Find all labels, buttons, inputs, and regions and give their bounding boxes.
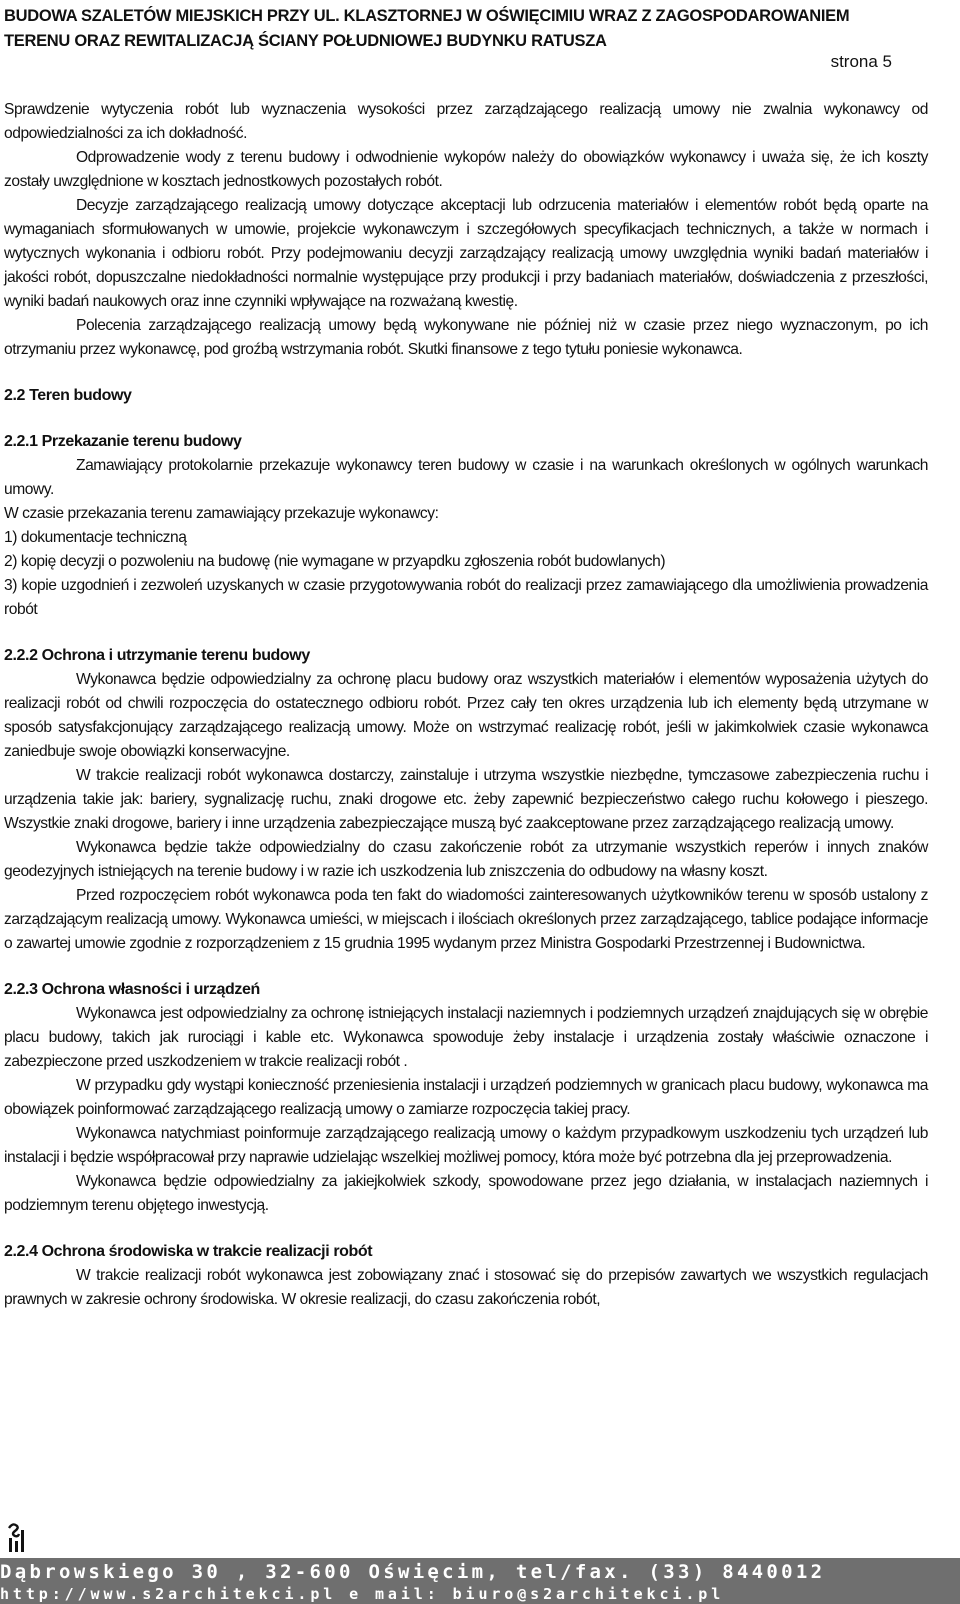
section-heading-2-2-4: 2.2.4 Ochrona środowiska w trakcie realizacji robót: [4, 1243, 373, 1260]
section-2-2-2-paragraph-1: Wykonawca będzie odpowiedzialny za ochronę placu budowy oraz wszystkich materiałów i elementów wyposażenia użytych do realizacji robót od chwili rozpoczęcia do ostatecznego odbioru robót. Przez cały ten okres urządzenia lub ich elementy będą utrzymane w sposób satysfakcjonujący zarządzającego realizacją umowy. Może on wstrzymać realizację robót, jeśli w jakimkolwiek czasie wykonawca zaniedbuje swoje obowiązki konserwacyjne.: [4, 671, 928, 760]
list-item: 2) kopię decyzji o pozwoleniu na budowę (nie wymagane w przyapdku zgłoszenia robót budowlanych): [4, 553, 666, 570]
section-2-2-3-paragraph-3: Wykonawca natychmiast poinformuje zarządzającego realizacją umowy o każdym przypadkowym uszkodzeniu tych urządzeń lub instalacji i będzie współpracował przy naprawie udzielając wszelkiej możliwej pomocy, która może być potrzebna dla jej przeprowadzenia.: [4, 1125, 928, 1166]
footer-web-email: http://www.s2architekci.pl e mail: biuro@s2architekci.pl: [0, 1585, 725, 1603]
section-2-2-2-paragraph-3: Wykonawca będzie także odpowiedzialny do czasu zakończenie robót za utrzymanie wszystkich reperów i innych znaków geodezyjnych istniejących na terenie budowy i w razie ich uszkodzenia lub zniszczenia do odbudowy na własny koszt.: [4, 839, 928, 880]
intro-paragraph-3: Decyzje zarządzającego realizacją umowy dotyczące akceptacji lub odrzucenia materiałów i elementów robót będą oparte na wymaganiach sformułowanych w umowie, projekcie wykonawczym i szczegółowych specyfikacjach technicznych, a także w normach i wytycznych wykonania i odbioru robót. Przy podejmowaniu decyzji zarządzający realizacją umowy uwzględnia wyniki badań materiałów i jakości robót, dopuszczalne niedokładności normalnie występujące przy produkcji i przy badaniach materiałów, doświadczenia z przeszłości, wyniki badań naukowych oraz inne czynniki wpływające na rozważaną kwestię.: [4, 197, 928, 310]
section-2-2-3-paragraph-1: Wykonawca jest odpowiedzialny za ochronę istniejących instalacji naziemnych i podziemnych urządzeń znajdujących się w obrębie placu budowy, takich jak rurociągi i kable etc. Wykonawca spowoduje żeby instalacje i urządzenia zostały właściwie oznaczone i zabezpieczone przed uszkodzeniem w trakcie realizacji robót .: [4, 1005, 928, 1070]
header-title-line-2: TERENU ORAZ REWITALIZACJĄ ŚCIANY POŁUDNIOWEJ BUDYNKU RATUSZA: [4, 32, 607, 50]
section-heading-2-2-1: 2.2.1 Przekazanie terenu budowy: [4, 433, 242, 450]
section-2-2-2-paragraph-4: Przed rozpoczęciem robót wykonawca poda ten fakt do wiadomości zainteresowanych użytkowników terenu w sposób ustalony z zarządzającym realizacją umowy. Wykonawca umieści, w miejscach i ilościach określonych przez zarządzającego, tablice podające informacje o zawartej umowie zgodnie z rozporządzeniem z 15 grudnia 1995 wydanym przez Ministra Gospodarki Przestrzennej i Budownictwa.: [4, 887, 928, 952]
document-body: [4, 98, 928, 1312]
section-heading-2-2: 2.2 Teren budowy: [4, 387, 132, 404]
section-2-2-1-paragraph-2: W czasie przekazania terenu zamawiający przekazuje wykonawcy:: [4, 505, 439, 522]
section-heading-2-2-2: 2.2.2 Ochrona i utrzymanie terenu budowy: [4, 647, 310, 664]
s2-architekci-logo-icon: [6, 1512, 28, 1554]
section-2-2-1-paragraph-1: Zamawiający protokolarnie przekazuje wykonawcy teren budowy w czasie i na warunkach określonych w ogólnych warunkach umowy.: [4, 457, 928, 498]
section-heading-2-2-3: 2.2.3 Ochrona własności i urządzeń: [4, 981, 260, 998]
page-number: strona 5: [830, 52, 892, 71]
intro-paragraph-2: Odprowadzenie wody z terenu budowy i odwodnienie wykopów należy do obowiązków wykonawcy i uważa się, że ich koszty zostały uwzględnione w kosztach jednostkowych pozostałych robót.: [4, 149, 928, 190]
intro-paragraph-1: Sprawdzenie wytyczenia robót lub wyznaczenia wysokości przez zarządzającego realizacją umowy nie zwalnia wykonawcy od odpowiedzialności za ich dokładność.: [4, 101, 928, 142]
list-item: 3) kopie uzgodnień i zezwoleń uzyskanych w czasie przygotowywania robót do realizacji przez zamawiającego dla umożliwienia prowadzenia robót: [4, 577, 928, 618]
section-2-2-3-paragraph-2: W przypadku gdy wystąpi konieczność przeniesienia instalacji i urządzeń podziemnych w granicach placu budowy, wykonawca ma obowiązek poinformować zarządzającego realizacją umowy o zamiarze rozpoczęcia takiej pracy.: [4, 1077, 928, 1118]
intro-paragraph-4: Polecenia zarządzającego realizacją umowy będą wykonywane nie później niż w czasie przez niego wyznaczonym, po ich otrzymaniu przez wykonawcę, pod groźbą wstrzymania robót. Skutki finansowe z tego tytułu poniesie wykonawca.: [4, 317, 928, 358]
document-footer: [0, 1558, 960, 1604]
section-2-2-4-paragraph-1: W trakcie realizacji robót wykonawca jest zobowiązany znać i stosować się do przepisów zawartych we wszystkich regulacjach prawnych w zakresie ochrony środowiska. W okresie realizacji, do czasu zakończenia robót,: [4, 1267, 928, 1308]
document-header: [4, 4, 944, 54]
section-2-2-2-paragraph-2: W trakcie realizacji robót wykonawca dostarczy, zainstaluje i utrzyma wszystkie niezbędne, tymczasowe zabezpieczenia ruchu i urządzenia takie jak: bariery, sygnalizację ruchu, znaki drogowe etc. żeby zapewnić bezpieczeństwo całego ruchu kołowego i pieszego. Wszystkie znaki drogowe, bariery i inne urządzenia zabezpieczające muszą być zaakceptowane przez zarządzającego realizacją umowy.: [4, 767, 928, 832]
header-title-line-1: BUDOWA SZALETÓW MIEJSKICH PRZY UL. KLASZTORNEJ W OŚWIĘCIMIU WRAZ Z ZAGOSPODAROWANIEM: [4, 7, 850, 25]
footer-address: Dąbrowskiego 30 , 32-600 Oświęcim, tel/fax. (33) 8440012: [0, 1561, 826, 1583]
list-item: 1) dokumentacje techniczną: [4, 529, 187, 546]
section-2-2-3-paragraph-4: Wykonawca będzie odpowiedzialny za jakiejkolwiek szkody, spowodowane przez jego działania, w instalacjach naziemnych i podziemnym terenu objętego inwestycją.: [4, 1173, 928, 1214]
